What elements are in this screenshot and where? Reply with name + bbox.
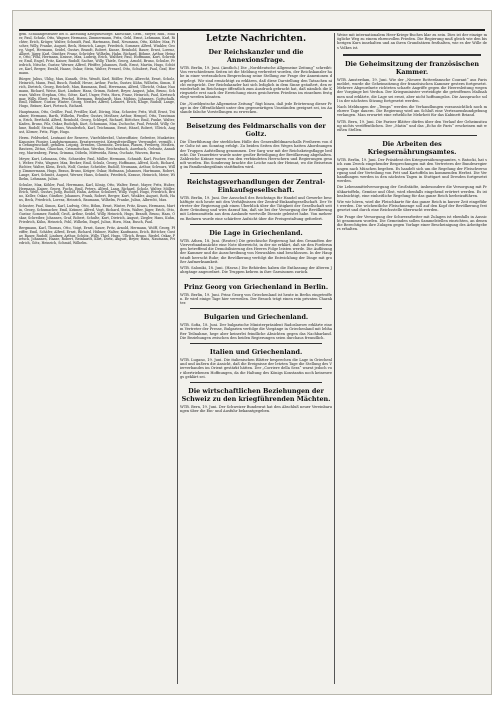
article-divider [190,382,322,383]
column-listings [19,33,175,684]
article-divider [190,343,322,344]
article-paragraph: Die „Norddeutsche Allgemeine Zeitung“ fügt hinzu, daß jede Erörterung dieser Frage in der Öffentlichkeit unter den gegenwärtigen Umständen geeignet sei, im Auslande falsche Vorstellungen zu erwecken. [180,101,332,115]
article-paragraph: WTB. Berlin, 19. Juni. Prinz Georg von Griechenland ist heute in Berlin eingetroffen. Er wird einige Tage hier verweilen. Der Besuch trägt einen rein privaten Charakter. [180,292,332,305]
article-paragraph: Die Lebensmittelversorgung der Großstädte, insbesondere die Versorgung mit Frühkartoffeln, Gemüse und Obst, wird ebenfalls eingehend erörtert werden. Es ist beabsichtigt, eine einheitliche Regelung für das ganze Reich herbeizuführen. [337,185,487,198]
listing-paragraph: Herm. Feldwebel, Leutnant der Reserve, Vizefeldwebel, Unteroffizier, Gefreiter, Musketier, Kanonier, Pionier, Landsturmmann, Ersatzreservist, Kriegsfreiwilliger. Verwundet, vermißt, in Gefangenschaft, gefallen. Leipzig, Dresden, Chemnitz, Zwickau, Plauen, Freiberg, Meißen, Bautzen, Zittau, Glauchau, Crimmitschau, Werdau, Reichenbach, Auerbach, Oelsnitz, Annaberg, Marienberg, Pirna, Grimma, Döbeln, Mittweida, Riesa, Oschatz, Wurzen, Borna. [19,135,175,156]
article-heading: Die Arbeiten des Kriegsernährungsamtes. [367,140,457,157]
article-heading: Die Geheimsitzung der französischen Kammer. [344,59,480,76]
section-masthead: Letzte Nachrichten. [205,34,307,44]
article-divider [190,278,322,279]
article-paragraph: WTB. Bern, 19. Juni. Die Pariser Blätter dürfen über den Verlauf der Geheimsitzung nichts veröffentlichen. Der „Matin“ und das „Echo de Paris“ erscheinen mit weißen Stellen. [337,119,487,133]
newspaper-page [12,10,492,695]
listing-paragraph: Meyer, Kurt, Lehmann, Otto, Schneider, Paul, Müller, Hermann, Schmidt, Karl, Fischer, Ernst, Weber, Fritz, Wagner, Max, Becker, Emil, Schulz, Georg, Hoffmann, Alfred, Koch, Richard, Richter, Walter, Klein, Erich, Wolf, Gustav, Schröder, Rudolf, Neumann, Arthur, Schwarz, Willy, Zimmermann, Hugo, Braun, Bruno, Krüger, Oskar, Hofmann, Johannes, Hartmann, Robert, Lange, Kurt, Schmitt, August, Werner, Hans, Schmitz, Friedrich, Krause, Heinrich, Meier, Wilhelm, Lehmann, Julius. [19,157,175,181]
article-heading: Der Reichskanzler und die Annexionsfrage. [208,48,304,64]
article-divider [190,308,322,309]
article-divider [347,135,477,136]
article-paragraph: WTB. Berlin, 19. Juni. Der Präsident des Kriegsernährungsamtes, v. Batocki, hat sich zum Zweck eingehender Besprechungen mit den Vertretern der Bundesregierungen nach München begeben. Es handelt sich um die Regelung der Fleischversorgung und der Verteilung von Fett und Kartoffeln im kommenden Herbst. Die Verhandlungen werden in den nächsten Tagen in Stuttgart und Dresden fortgesetzt werden. [337,158,487,184]
article-paragraph: Die Frage der Versorgung der Schwerarbeiter mit Zulagen ist ebenfalls in Aussicht genommen worden. Die Gemeinden sollen Sammelstellen einrichten, an denen die Berechtigten ihre Zulagen gegen Vorlage einer Bescheinigung des Arbeitgebers erhalten. [337,214,487,232]
listing-paragraph: gem. Schulangestellter bei d. Abteilung Kriegsfürsorge. Kneschke, Gerh., Meyer, Rud., Müller, Paul, Schulz, Otto, Wagner, Hermann, Zimmermann, Fritz, Gehl, Ernst, Lehmann, Karl, Richter, Erich, Krüger, Walter, Schmidt, Paul, Hartmann, Emil, Neumann, Otto, Köhler, Max, Fischer, Willy, Franke, August, Beck, Heinrich, Lange, Friedrich, Sommer, Alfred, Winkler, Georg, Vogel, Hermann, Seidel, Gustav, Brandt, Robert, Kunze, Reinhold, Bauer, Ernst, Lorenz, Albert, Jäger, Karl, Günther, Franz, Schröder, Wilhelm, Hahn, Richard, Böhme, Arthur, Heinze, Otto, Pohl, Hermann, Krause, Max, Ludwig, Erich, Walther, Paul, Hoffmann, Kurt, Schreiber, Emil, Engel, Fritz, Kaiser, Rudolf, Sachse, Willy, Thiele, Georg, Arnold, Bruno, Schulze, Friedrich, Nitsche, Gustav, Werner, Alfred, Pfeiffer, Johannes, Roth, Ernst, Martin, Hugo, Schütze, Karl, Berger, Ewald, Haase, Oskar, Stein, Walter, Frenzel, Otto, Schubert, Paul, Graf, Hermann. [19,33,175,76]
article-heading: Die wirtschaftlichen Beziehungen der Schweiz zu den kriegführenden Mächten. [181,386,331,403]
article-divider [190,173,322,174]
header-rule [19,29,485,31]
column-latest-news [180,33,332,684]
article-heading: Beisetzung des Feldmarschalls von der Goltz. [186,122,326,139]
article-heading: Bulgarien und Griechenland. [203,313,309,322]
column-divider [334,33,335,684]
article-heading: Die Lage in Griechenland. [209,228,303,237]
article-divider [190,117,322,118]
article-paragraph: WTB. Berlin, 19. Juni. Der Ausschuß des Reichstags für Handel und Gewerbe beschäftigte sich heute mit den Verhältnissen der Zentral-Einkaufsgesellschaft. Der Vertreter der Regierung gab einen Überblick über die Tätigkeit der Gesellschaft seit ihrer Gründung und wies darauf hin, daß sie bei der Versorgung der Bevölkerung mit Lebensmitteln aus dem Auslande wertvolle Dienste geleistet habe. Von mehreren Rednern wurde eine schärfere Aufsicht über die Preisgestaltung gefordert. [180,195,332,221]
article-paragraph: WTB. Sofia, 18. Juni. Der bulgarische Ministerpräsident Radoslawow erklärte einem Vertreter der Presse, Bulgarien verfolge die Vorgänge in Griechenland mit lebhafter Teilnahme, hege aber keinerlei feindliche Absichten gegen das Nachbarland. Die Beziehungen zwischen den beiden Regierungen seien durchaus freundlich. [180,323,332,340]
article-paragraph: Wie wir hören, wird die Fleischkarte für das ganze Reich in kurzer Zeit eingeführt werden. Die wöchentliche Fleischmenge soll auf den Kopf der Bevölkerung festgesetzt und durch eine Reichsstelle überwacht werden. [337,200,487,213]
article-paragraph: WTB. Berlin, 19. Juni. (Amtlich.) Die „Norddeutsche Allgemeine Zeitung“ schreibt: Von verschiedenen Seiten ist die Meldung verbreitet worden, der Reichskanzler habe in einer vertraulichen Besprechung seine Stellung zur Frage der Annexionen dargelegt. Wir sind ermächtigt zu erklären, daß diese Darstellung den Tatsachen nicht entspricht. Der Reichskanzler hat sich lediglich in dem Sinne geäußert, den er wiederholt im Reichstage öffentlich zum Ausdruck gebracht hat, daß nämlich die Kriegsziele erst nach der Erreichung eines gesicherten Friedens im einzelnen festgelegt werden könnten. [180,66,332,100]
article-paragraph: Nach Meldungen der „Temps“ werden die Verhandlungen voraussichtlich noch mehrere Tage dauern. Die Regierung wird am Schluß eine Vertrauenskundgebung verlangen. Man erwartet eine erhebliche Mehrheit für das Kabinett Briand. [337,105,487,118]
listing-paragraph: Schuster, Paul, Simon, Karl, Ludwig, Otto, Böhm, Ernst, Winter, Fritz, Kraus, Hermann, Martin, Georg, Schumacher, Emil, Krämer, Alfred, Vogt, Richard, Stein, Walter, Jäger, Erich, Otto, Gustav, Sommer, Rudolf, Groß, Arthur, Seidel, Willy, Heinrich, Hugo, Brandt, Bruno, Haas, Oskar, Schreiber, Johannes, Graf, Robert, Schulte, Kurt, Dietrich, August, Ziegler, Hans, Kuhn, Friedrich, Kühn, Heinrich, Pohl, Wilhelm, Engel, Julius, Horn, Max, Busch, Paul. [19,204,175,224]
article-paragraph: WTB. Saloniki, 18. Juni. (Havas.) Die Behörden haben die Entlassung der älteren Jahrgänge angeordnet. Die Truppen kehren in ihre Garnisonen zurück. [180,266,332,275]
article-paragraph: Weise mit internationalem Heer-Kriegs-Buches klar zu sein. Dies ist der einzige mögliche Weg zu einem ehrenvollen Frieden. Die Regierung muß gleich wie den bisherigen Kurs innehalten und an ihren Grundsätzen festhalten, wie es der Wille des Volkes ist. [337,33,487,50]
listing-paragraph: Schulze, Max, Köhler, Paul, Herrmann, Karl, König, Otto, Walter, Ernst, Mayer, Fritz, Huber, Hermann, Kaiser, Georg, Fuchs, Emil, Peters, Alfred, Lang, Richard, Scholz, Walter, Möller, Erich, Weiß, Gustav, Jung, Rudolf, Hahn, Arthur, Schubert, Willy, Vogel, Hugo, Friedrich, Bruno, Keller, Oskar, Günther, Johannes, Frank, Robert, Berger, Kurt, Winkler, August, Roth, Hans, Beck, Friedrich, Lorenz, Heinrich, Baumann, Wilhelm, Franke, Julius, Albrecht, Max. [19,182,175,203]
listing-paragraph: Bergmann, Karl, Thomas, Otto, Voigt, Ernst, Sauer, Fritz, Arnold, Hermann, Wolff, Georg, Pfeiffer, Emil, Schäfer, Alfred, Ernst, Richard, Hübner, Walter, Kaufmann, Erich, Böttcher, Gustav, Bauer, Rudolf, Lindner, Arthur, Schütz, Willy, Thiel, Hugo, Ullrich, Bruno, Riedel, Oskar, Pietsch, Johannes, Haase, Robert, Reinhardt, Kurt, Dietz, August, Beyer, Hans, Naumann, Friedrich, Götz, Heinrich, Schmid, Wilhelm. [19,225,175,246]
article-paragraph: Die Überführung der sterblichen Hülle des Generalfeldmarschalls Freiherrn von der Goltz ist am Sonntag erfolgt. Zu beiden Seiten des Weges hatten Abordnungen der Truppen Aufstellung genommen. Der Sarg war mit der Reichskriegsflagge bedeckt. Die Trauerfeier wurde unter großer Beteiligung der Bevölkerung abgehalten. Zahlreiche Kränze waren von den verbündeten Herrschern und Regierungen gesandt worden. Ein Sonderzug brachte die Leiche nach der Heimat, wo die Beisetzung im Familienbegräbnis stattfinden wird. [180,140,332,170]
article-paragraph: WTB. Athen, 18. Juni. (Reuter.) Die griechische Regierung hat den Gesandten der Vierverbandsmächte eine Note überreicht, in der sie erklärt, daß sie den Forderungen betreffend die Demobilisierung des Heeres Folge leisten werde. Die Auflösung der Kammer und die Ausschreibung von Neuwahlen sind beschlossen. In der Hauptstadt herrscht Ruhe; die Bevölkerung verfolgt die Entwicklung der Dinge mit großer Aufmerksamkeit. [180,238,332,264]
article-paragraph: WTB. Lugano, 19. Juni. Die italienischen Blätter besprechen die Lage in Griechenland und äußern die Ansicht, daß die Ereignisse der letzten Tage die Stellung des Vierverbandes im Orient gestärkt hätten. Der „Corriere della Sera“ warnt jedoch vor übertriebenen Hoffnungen, da die Haltung des Königs Konstantin noch keineswegs geklärt sei. [180,357,332,379]
column-divider [177,33,178,684]
article-divider [190,224,322,225]
article-paragraph: WTB. Bern, 19. Juni. Der Schweizer Bundesrat hat den Abschluß neuer Vereinbarungen über die Ein- und Ausfuhr bekanntgegeben. [180,404,332,414]
article-divider [343,54,481,56]
listing-paragraph: Bürger, Julius, Uhlig, Max, Kunath, Otto, Wendt, Karl, Rößler, Fritz, Albrecht, Ernst, Scholz, Heinrich, Mann, Paul, Busch, Rudolf, Hesse, Arthur, Fuchs, Gustav, Kühn, Wilhelm, Simon, Erich, Dietrich, Georg, Reichelt, Max, Baumann, Emil, Herrmann, Alfred, Ulbricht, Oskar, Naumann, Richard, Weise, Kurt, Lindner, Hans, Grimm, Robert, Beyer, August, Jahn, Bruno, Schwarz, Walter, Stephan, Otto, Götze, Karl, Unger, Fritz, Horn, Franz, Heinrich, Paul, Kretzschmar, Willy, Ebert, Ernst, Peschel, Hermann, Reinhardt, Max, Möbius, Johannes, Gottschalk, Emil, Hübner, Gustav, Winter, Georg, Nestler, Alfred, Lehnert, Erich, Kluge, Rudolf, Lange, Hugo, Bräuer, Kurt, Pietzsch, Richard. [19,76,175,109]
article-heading: Reichstagsverhandlungen der Zentral-Einkaufsgesellschaft. [186,177,326,194]
article-paragraph: WTB. Amsterdam, 19. Juni. Wie der „Nieuwe Rotterdamsche Courant“ aus Paris meldet, wurde die Geheimsitzung der französischen Kammer gestern fortgesetzt. Mehrere Abgeordnete richteten scharfe Angriffe gegen die Heeresleitung wegen der Vorgänge bei Verdun. Der Kriegsminister verteidigte die getroffenen Maßnahmen und erklärte, die Lage sei ernst, aber nicht hoffnungslos. Die Aussprache soll in der nächsten Sitzung fortgesetzt werden. [337,77,487,103]
listing-paragraph: Hauptmann, Otto, Geißler, Paul, Preißler, Karl, Döring, Max, Schuster, Fritz, Wolf, Ernst, Tränkner, Hermann, Barth, Wilhelm, Fiedler, Gustav, Meißner, Arthur, Hempel, Otto, Trautmann, Erich, Berthold, Alfred, Reinhold, Georg, Schlegel, Richard, Böttcher, Emil, Funke, Walter, Kaden, Bruno, Pilz, Oskar, Rudolph, Kurt, Schumann, Max, Zschoche, Paul, Petzold, Willy, Oehme, Rudolf, Strauß, Hans, Wunderlich, Karl, Teichmann, Ernst, Hänel, Robert, Ullrich, August, Körner, Fritz, Pöge, Hugo. [19,110,175,134]
article-heading: Prinz Georg von Griechenland in Berlin. [183,282,329,291]
column-reports [337,33,487,684]
article-heading: Italien und Griechenland. [209,347,303,356]
